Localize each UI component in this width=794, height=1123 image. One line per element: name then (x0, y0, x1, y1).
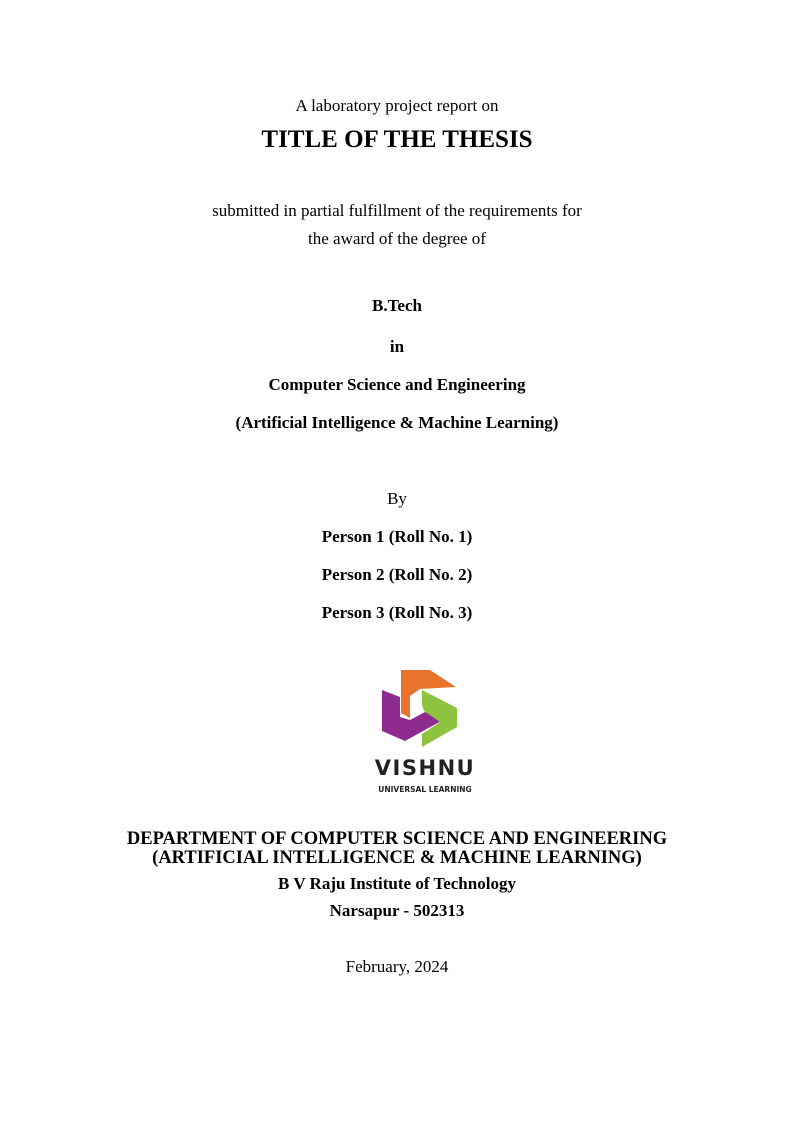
specialization: (Artificial Intelligence & Machine Learning) (235, 413, 559, 432)
submitted-line-1: submitted in partial fulfillment of the requirements for (212, 201, 582, 220)
department-line-1: DEPARTMENT OF COMPUTER SCIENCE AND ENGINEERING (126, 829, 668, 849)
author-2: Person 2 (Roll No. 2) (321, 565, 473, 584)
report-date: February, 2024 (345, 957, 449, 976)
submitted-line-2: the award of the degree of (308, 229, 486, 248)
institute-location: Narsapur - 502313 (329, 901, 465, 920)
logo-name: VISHNU (374, 756, 476, 780)
logo-tagline: UNIVERSAL LEARNING (378, 785, 472, 794)
intro-text: A laboratory project report on (295, 96, 499, 115)
by-text: By (387, 489, 407, 508)
author-3: Person 3 (Roll No. 3) (321, 603, 473, 622)
thesis-title: TITLE OF THE THESIS (261, 126, 533, 153)
vishnu-logo (360, 655, 490, 800)
institute-name: B V Raju Institute of Technology (278, 874, 516, 893)
degree: B.Tech (372, 296, 422, 315)
in-text: in (389, 337, 405, 356)
author-1: Person 1 (Roll No. 1) (321, 527, 473, 546)
department-line-2: (ARTIFICIAL INTELLIGENCE & MACHINE LEARNING) (152, 848, 642, 868)
branch: Computer Science and Engineering (268, 375, 526, 394)
